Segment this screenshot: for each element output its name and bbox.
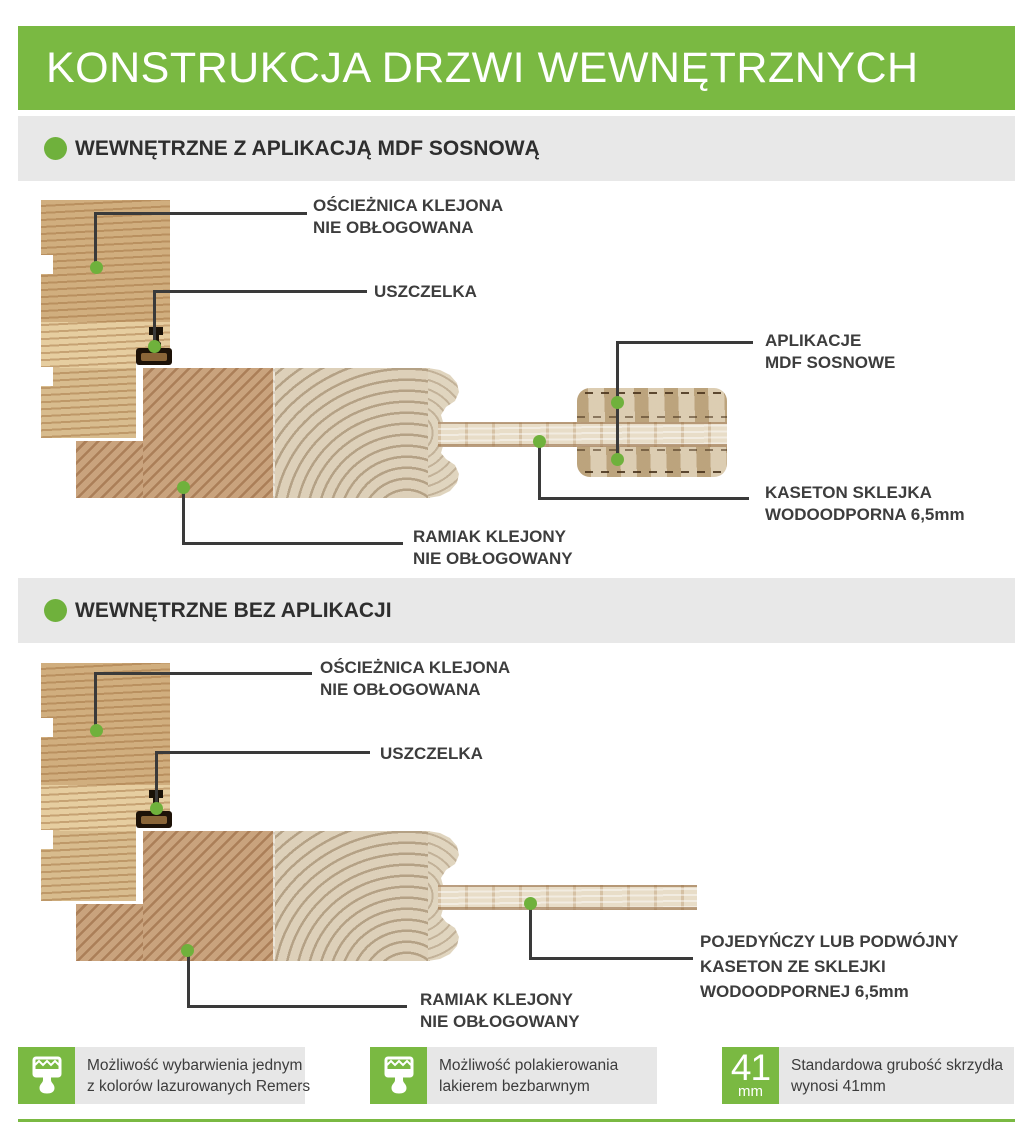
info-box-varnish [370, 1047, 657, 1104]
info-box-text [779, 1047, 1014, 1104]
label-gasket [380, 743, 483, 765]
leader-line [94, 212, 307, 215]
leader-line [182, 542, 403, 545]
marker-dot-panel [533, 435, 546, 448]
info-line: z kolorów lazurowanych Remers [87, 1077, 311, 1095]
info-box-thickness [722, 1047, 1014, 1104]
label-line: APLIKACJE [765, 331, 862, 350]
page-title: KONSTRUKCJA DRZWI WEWNĘTRZNYCH [46, 44, 919, 92]
label-line: OŚCIEŻNICA KLEJONA [313, 196, 504, 215]
info-box-staining [18, 1047, 311, 1104]
marker-dot-panel [524, 897, 537, 910]
marker-dot-stile [181, 944, 194, 957]
label-line: KASETON SKLEJKA [765, 483, 932, 502]
marker-dot-gasket [150, 802, 163, 815]
label-line: USZCZELKA [374, 282, 477, 301]
label-panel [765, 482, 965, 526]
plywood-panel-strip [438, 885, 697, 910]
marker-dot-application-top [611, 396, 624, 409]
leader-line [155, 751, 158, 809]
section-2-title: WEWNĘTRZNE BEZ APLIKACJI [75, 599, 392, 622]
door-stile-cross-section [143, 368, 273, 498]
stile-lamella-block [273, 368, 430, 498]
marker-dot-frame [90, 261, 103, 274]
info-line: wynosi 41mm [791, 1077, 886, 1095]
section-bar-2 [18, 578, 1015, 643]
thickness-unit: mm [738, 1083, 763, 1100]
label-line: WODOODPORNA 6,5mm [765, 505, 965, 524]
marker-dot-gasket [148, 340, 161, 353]
label-frame [320, 657, 510, 701]
leader-line [529, 957, 693, 960]
bullet-dot-icon [44, 599, 67, 622]
label-line: RAMIAK KLEJONY [420, 990, 574, 1009]
leader-line [182, 487, 185, 545]
label-line: RAMIAK KLEJONY [413, 527, 567, 546]
leader-line [187, 1005, 407, 1008]
marker-dot-application-bottom [611, 453, 624, 466]
marker-dot-stile [177, 481, 190, 494]
label-line: NIE OBŁOGOWANA [313, 218, 474, 237]
plywood-panel-strip [438, 422, 727, 447]
label-panel [700, 929, 959, 1004]
label-application [765, 330, 895, 374]
label-line: WODOODPORNEJ 6,5mm [700, 982, 909, 1001]
label-line: KASETON ZE SKLEJKI [700, 957, 886, 976]
section-1-title: WEWNĘTRZNE Z APLIKACJĄ MDF SOSNOWĄ [75, 137, 540, 160]
section-bar-1 [18, 116, 1015, 181]
leader-line [616, 341, 753, 344]
thickness-41mm-icon [722, 1047, 779, 1104]
bullet-dot-icon [44, 137, 67, 160]
stile-left-extension [76, 904, 143, 961]
leader-line [187, 950, 190, 1008]
label-line: POJEDYŃCZY LUB PODWÓJNY [700, 932, 959, 951]
footer-divider [18, 1119, 1015, 1122]
info-line: Możliwość polakierowania [439, 1056, 619, 1074]
leader-line [538, 441, 541, 500]
info-box-text [75, 1047, 311, 1104]
leader-line [538, 497, 749, 500]
stile-left-extension [76, 441, 143, 498]
label-line: NIE OBŁOGOWANY [413, 549, 573, 568]
info-line: Standardowa grubość skrzydła [791, 1056, 1003, 1074]
label-frame [313, 195, 503, 239]
label-stile [420, 989, 580, 1033]
leader-line [529, 903, 532, 960]
leader-line [153, 290, 367, 293]
leader-line [155, 751, 370, 754]
door-stile-cross-section [143, 831, 273, 961]
label-line: NIE OBŁOGOWANY [420, 1012, 580, 1031]
leader-line [94, 672, 97, 731]
info-line: Możliwość wybarwienia jednym [87, 1056, 303, 1074]
label-line: OŚCIEŻNICA KLEJONA [320, 658, 511, 677]
paintbrush-icon [370, 1047, 427, 1104]
thickness-value: 41 [730, 1047, 771, 1088]
marker-dot-frame [90, 724, 103, 737]
label-line: MDF SOSNOWE [765, 353, 896, 372]
label-line: NIE OBŁOGOWANA [320, 680, 481, 699]
label-stile [413, 526, 573, 570]
label-gasket [374, 281, 477, 303]
info-box-text [427, 1047, 657, 1104]
label-line: USZCZELKA [380, 744, 483, 763]
stile-lamella-block [273, 831, 430, 961]
paintbrush-icon [18, 1047, 75, 1104]
page-header [18, 26, 1015, 110]
leader-line [94, 672, 312, 675]
info-line: lakierem bezbarwnym [439, 1077, 590, 1095]
